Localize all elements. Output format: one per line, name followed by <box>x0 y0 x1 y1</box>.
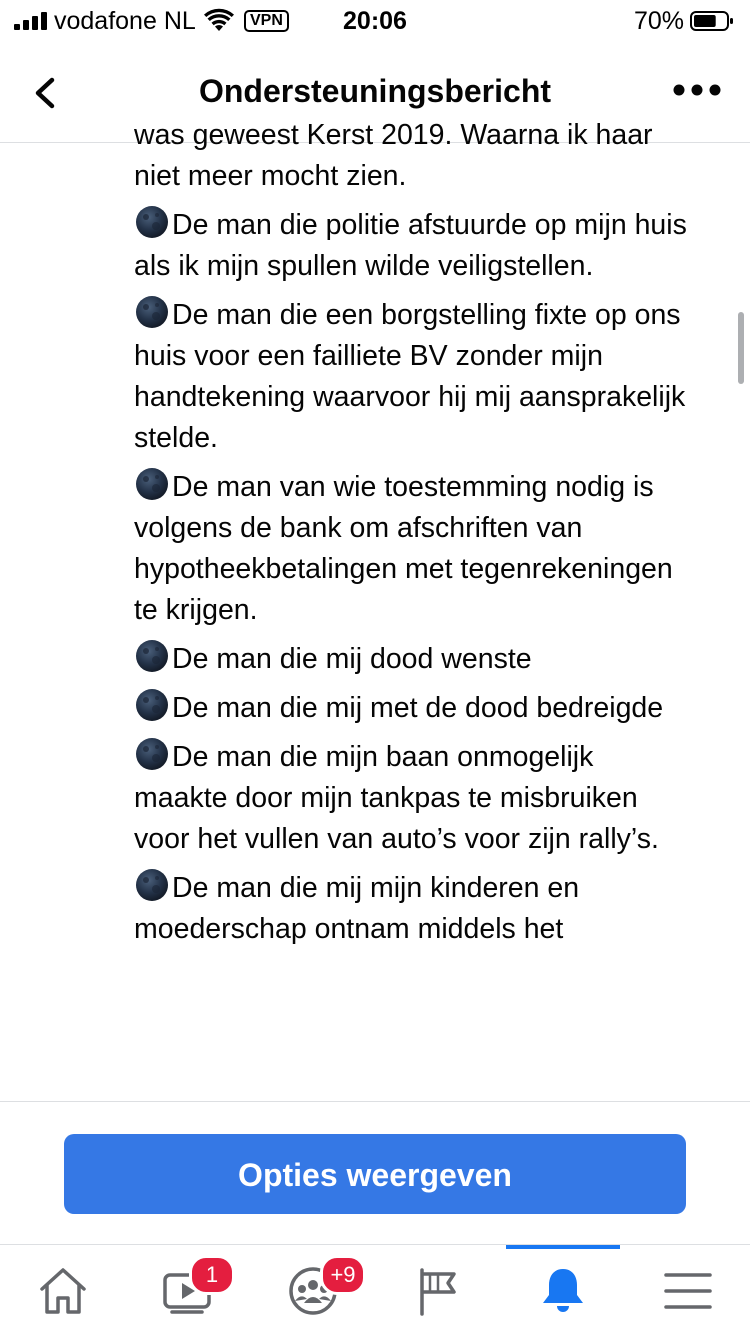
report-paragraph <box>134 687 694 729</box>
groups-badge: +9 <box>320 1255 366 1295</box>
more-options-icon[interactable] <box>672 80 722 100</box>
report-content[interactable] <box>0 119 750 1101</box>
bell-icon <box>537 1265 589 1317</box>
paragraph-text: was geweest Kerst 2019. Waarna ik haar niet meer mocht zien. <box>134 119 653 192</box>
paragraph-text: De man die een borgstelling fixte op ons huis voor een failliete BV zonder mijn handtekening waarvoor hij mij aansprakelijk stelde. <box>134 299 686 454</box>
tab-menu[interactable] <box>625 1245 750 1335</box>
tab-home[interactable] <box>0 1245 125 1335</box>
paragraph-text: De man die mij met de dood bedreigde <box>172 692 664 724</box>
new-moon-icon <box>134 204 170 240</box>
report-paragraph <box>134 638 694 680</box>
report-paragraph <box>134 204 694 287</box>
tab-notifications[interactable] <box>500 1245 625 1335</box>
clock: 20:06 <box>343 7 407 35</box>
new-moon-icon <box>134 867 170 903</box>
active-tab-indicator <box>506 1245 620 1249</box>
report-paragraph <box>134 736 694 860</box>
tab-watch[interactable] <box>125 1245 250 1335</box>
paragraph-text: De man die mij dood wenste <box>172 643 532 675</box>
content-divider <box>0 1101 750 1102</box>
battery-percentage: 70% <box>633 7 684 35</box>
tab-groups[interactable] <box>250 1245 375 1335</box>
show-options-button[interactable]: Opties weergeven <box>64 1134 686 1214</box>
new-moon-icon <box>134 687 170 723</box>
carrier-name: vodafone NL <box>54 7 196 35</box>
tab-bar <box>0 1244 750 1335</box>
report-paragraph <box>134 294 694 459</box>
home-icon <box>37 1265 89 1317</box>
page-title: Ondersteuningsbericht <box>198 73 552 109</box>
scrollbar[interactable] <box>738 312 744 384</box>
flag-icon <box>412 1265 464 1317</box>
battery-icon <box>690 11 734 31</box>
report-paragraph <box>134 466 694 631</box>
new-moon-icon <box>134 294 170 330</box>
paragraph-text: De man die politie afstuurde op mijn huis als ik mijn spullen wilde veiligstellen. <box>134 209 687 282</box>
new-moon-icon <box>134 638 170 674</box>
paragraph-text: De man die mijn baan onmogelijk maakte door mijn tankpas te misbruiken voor het vullen van auto’s voor zijn rally’s. <box>134 741 659 855</box>
tab-pages[interactable] <box>375 1245 500 1335</box>
new-moon-icon <box>134 736 170 772</box>
report-paragraph <box>134 115 694 197</box>
status-bar <box>0 0 750 44</box>
paragraph-text: De man van wie toestemming nodig is volgens de bank om afschriften van hypotheekbetalingen met tegenrekeningen te krijgen. <box>134 471 673 626</box>
paragraph-text: De man die mij mijn kinderen en moederschap ontnam middels het <box>134 872 580 945</box>
watch-badge: 1 <box>189 1255 235 1295</box>
new-moon-icon <box>134 466 170 502</box>
report-text <box>134 115 694 957</box>
hamburger-icon <box>662 1265 714 1317</box>
report-paragraph <box>134 867 694 950</box>
vpn-badge: VPN <box>244 10 289 32</box>
